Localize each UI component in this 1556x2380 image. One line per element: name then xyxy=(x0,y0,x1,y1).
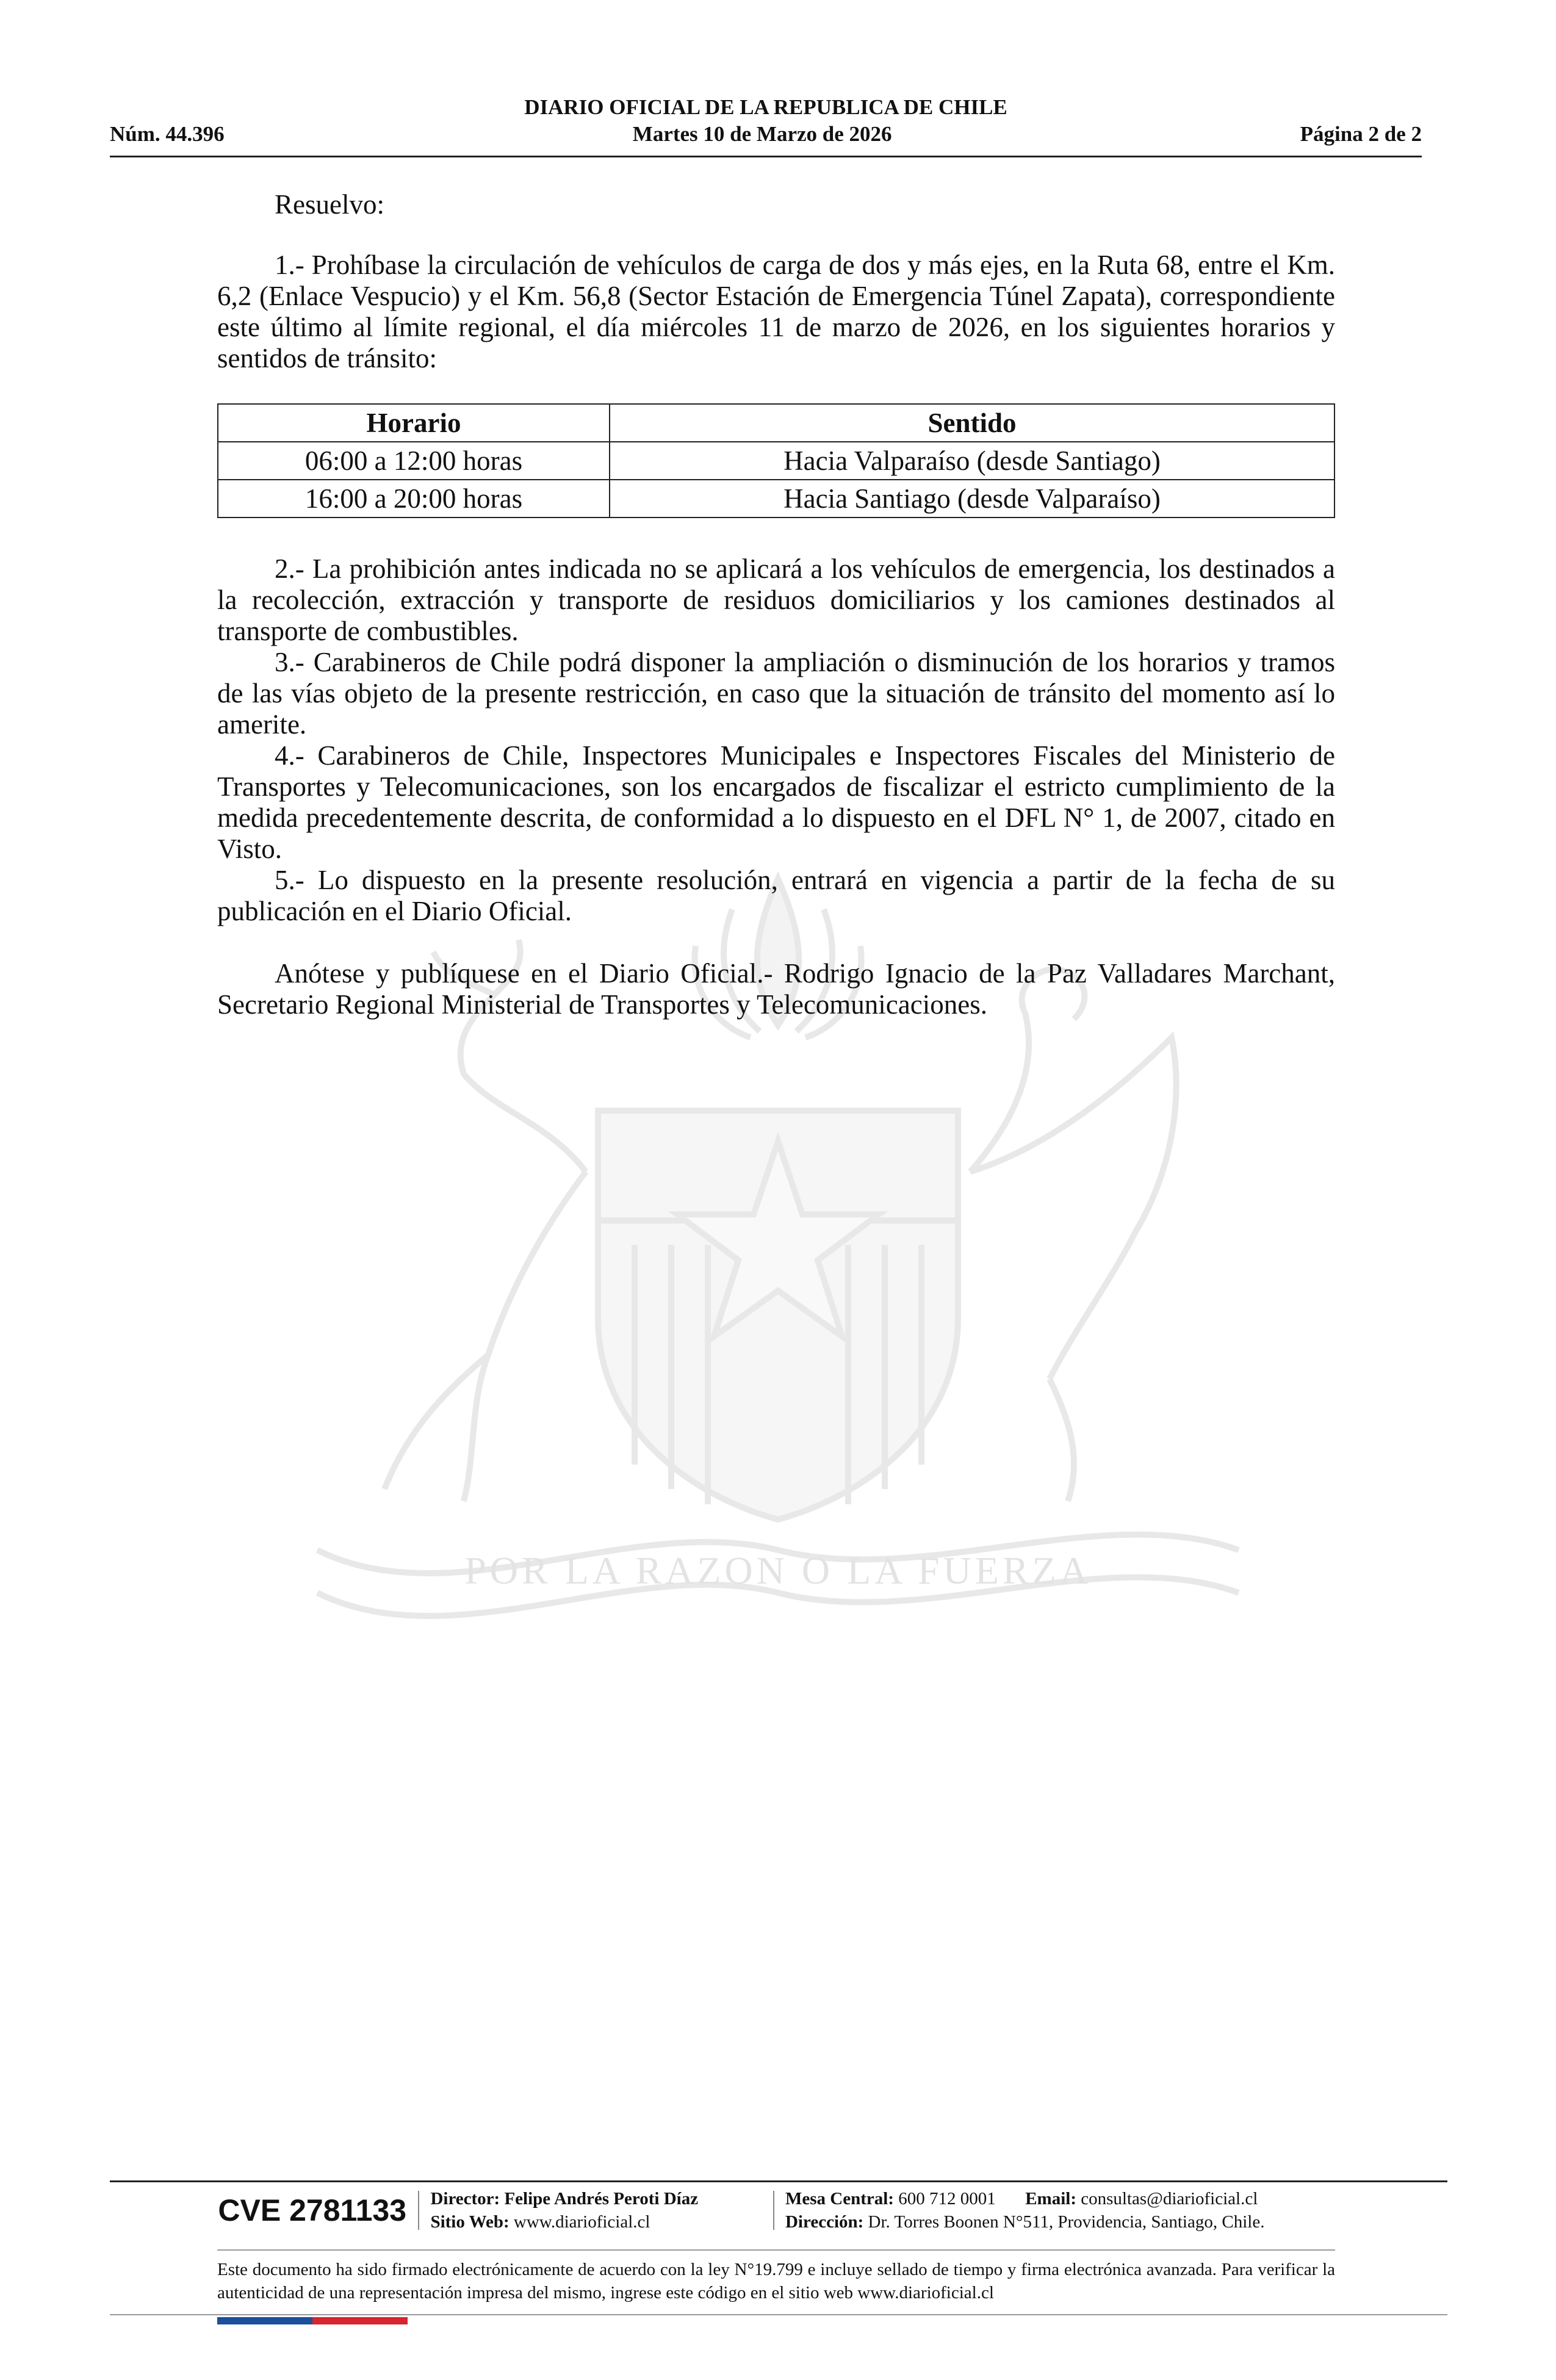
header-divider xyxy=(110,156,1422,157)
footer-contact-column xyxy=(785,2187,1335,2234)
publication-title: DIARIO OFICIAL DE LA REPUBLICA DE CHILE xyxy=(524,95,1007,119)
issue-number: Núm. 44.396 xyxy=(110,122,225,146)
website-label: Sitio Web: xyxy=(430,2212,510,2232)
flag-stripe-red xyxy=(312,2317,408,2324)
phone-label: Mesa Central: xyxy=(785,2189,894,2209)
table-header-horario: Horario xyxy=(218,404,610,442)
resolution-heading: Resuelvo: xyxy=(275,189,384,220)
website-line xyxy=(430,2210,762,2234)
table-cell: Hacia Valparaíso (desde Santiago) xyxy=(610,442,1334,480)
table-cell: Hacia Santiago (desde Valparaíso) xyxy=(610,480,1334,517)
legal-notice: Este documento ha sido firmado electrónicamente de acuerdo con la ley N°19.799 e incluye sellado de tiempo y firma electrónica avanzada. Para verificar la autenticidad de una representación impresa del mismo, ingrese este código en el sitio web www.diarioficial.cl xyxy=(217,2260,1335,2302)
table-row xyxy=(218,480,1334,517)
phone-number: 600 712 0001 xyxy=(898,2189,996,2209)
contact-line xyxy=(785,2187,1335,2210)
cve-code: CVE 2781133 xyxy=(218,2193,407,2227)
address-value: Dr. Torres Boonen N°511, Providencia, Santiago, Chile. xyxy=(868,2212,1265,2232)
footer-info xyxy=(217,2187,1335,2234)
director-label: Director: xyxy=(430,2189,500,2209)
address-label: Dirección: xyxy=(785,2212,864,2232)
email-label: Email: xyxy=(1025,2189,1076,2209)
resolution-item-4: 4.- Carabineros de Chile, Inspectores Municipales e Inspectores Fiscales del Ministerio de Transportes y Telecomunicaciones, son los encargados de fiscalizar el estricto cumplimiento de la medida precedentemente descrita, de conformidad a lo dispuesto en el DFL N° 1, de 2007, citado en Visto. xyxy=(217,740,1335,864)
resolution-item-1: 1.- Prohíbase la circulación de vehículos de carga de dos y más ejes, en la Ruta 68, entre el Km. 6,2 (Enlace Vespucio) y el Km. 56,8 (Sector Estación de Emergencia Túnel Zapata), correspondiente este último al límite regional, el día miércoles 11 de marzo de 2026, en los siguientes horarios y sentidos de tránsito: xyxy=(217,250,1335,373)
website-link[interactable]: www.diarioficial.cl xyxy=(513,2212,650,2232)
table-header-sentido: Sentido xyxy=(610,404,1334,442)
coat-of-arms-motto: POR LA RAZON O LA FUERZA xyxy=(464,1549,1092,1592)
flag-stripe xyxy=(217,2317,408,2324)
page-header xyxy=(110,94,1422,148)
director-name: Felipe Andrés Peroti Díaz xyxy=(504,2189,699,2209)
header-row xyxy=(110,121,1422,148)
resolution-item-5: 5.- Lo dispuesto en la presente resolución, entrará en vigencia a partir de la fecha de su publicación en el Diario Oficial. xyxy=(217,865,1335,926)
footer-separator xyxy=(418,2191,419,2230)
document-body xyxy=(217,189,1335,1020)
closing-signature: Anótese y publíquese en el Diario Oficial.- Rodrigo Ignacio de la Paz Valladares Marchant, Secretario Regional Ministerial de Transportes y Telecomunicaciones. xyxy=(217,958,1335,1020)
footer-director-column xyxy=(430,2187,762,2234)
flag-stripe-blue xyxy=(217,2317,312,2324)
resolution-item-2: 2.- La prohibición antes indicada no se aplicará a los vehículos de emergencia, los destinados a la recolección, extracción y transporte de residuos domiciliarios y los camiones destinados al transporte de combustibles. xyxy=(217,554,1335,646)
table-header-row xyxy=(218,404,1334,442)
address-line xyxy=(785,2210,1335,2234)
table-cell: 16:00 a 20:00 horas xyxy=(218,480,610,517)
footer-bottom-divider xyxy=(110,2314,1447,2315)
email-link[interactable]: consultas@diarioficial.cl xyxy=(1081,2189,1258,2209)
resolution-item-3: 3.- Carabineros de Chile podrá disponer la ampliación o disminución de los horarios y tramos de las vías objeto de la presente restricción, en caso que la situación de tránsito del momento así lo amerite. xyxy=(217,647,1335,740)
footer-mid-divider xyxy=(217,2249,1335,2251)
page-indicator: Página 2 de 2 xyxy=(1300,122,1422,146)
issue-date: Martes 10 de Marzo de 2026 xyxy=(632,122,892,146)
footer-separator xyxy=(773,2191,774,2230)
footer-top-divider xyxy=(110,2180,1447,2182)
director-line xyxy=(430,2187,762,2210)
table-row xyxy=(218,442,1334,480)
schedule-table xyxy=(217,403,1335,518)
table-cell: 06:00 a 12:00 horas xyxy=(218,442,610,480)
